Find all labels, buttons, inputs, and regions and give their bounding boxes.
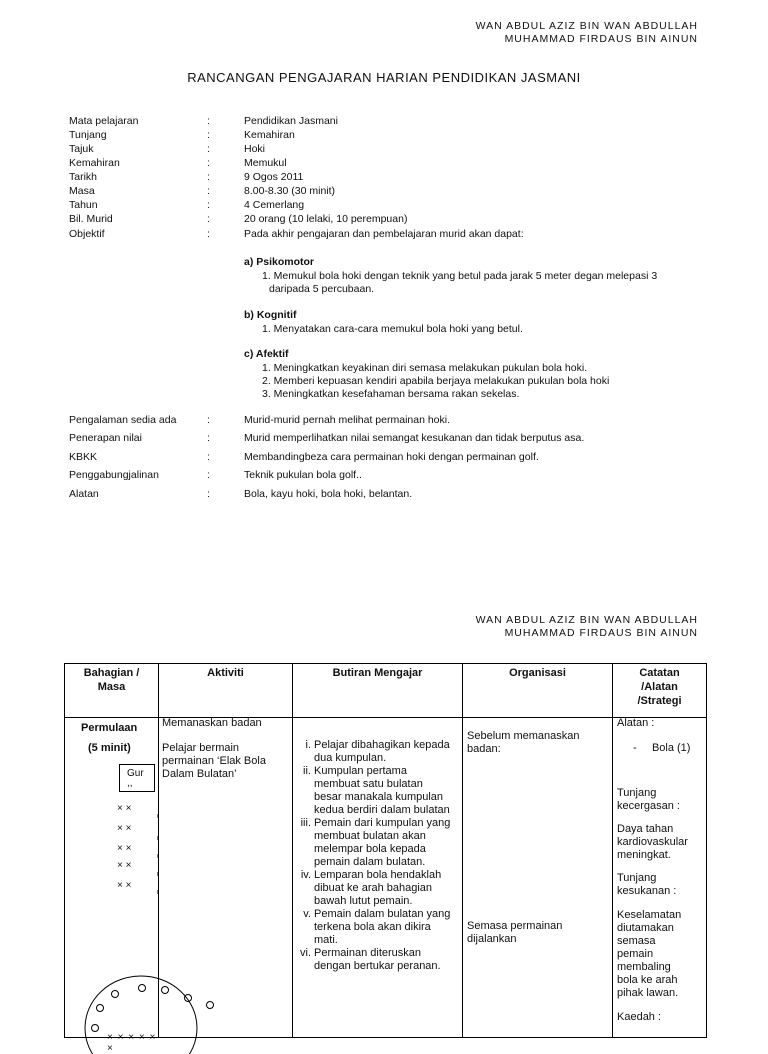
catatan-tunjang-kecergasan: Tunjang kecergasan :: [617, 787, 680, 812]
player-cross-row: × ×: [117, 843, 132, 854]
table-row: [65, 718, 707, 1038]
author-header-page2: [476, 614, 698, 640]
author-1: WAN ABDUL AZIZ BIN WAN ABDULLAH: [475, 20, 698, 32]
step-item: ii. Kumpulan pertama membuat satu bulatan besar manakala kumpulan kedua berdiri dalam bulatan: [303, 765, 450, 816]
catatan-tunjang-kesukanan: Tunjang kesukanan :: [617, 872, 677, 897]
section-name: Permulaan: [81, 722, 138, 734]
catatan-keselamatan: Keselamatan diutamakan semasa pemain membaling bola ke arah pihak lawan.: [617, 909, 682, 999]
author-2: MUHAMMAD FIRDAUS BIN AINUN: [504, 33, 698, 45]
catatan-alatan: Alatan :: [617, 717, 655, 729]
cell-catatan: [613, 718, 707, 1038]
header-catatan: Catatan /Alatan /Strategi: [613, 664, 707, 718]
player-cross-row: × ×: [117, 803, 132, 814]
objective-psikomotor-1-cont: daripada 5 percubaan.: [269, 283, 375, 295]
catatan-daya-tahan: Daya tahan kardiovaskular meningkat.: [617, 823, 688, 861]
formation-line-marks: [155, 814, 161, 894]
cell-butiran: [293, 718, 463, 1038]
header-organisasi: Organisasi: [463, 664, 613, 718]
document-title: RANCANGAN PENGAJARAN HARIAN PENDIDIKAN JASMANI: [187, 70, 581, 85]
header-aktiviti: Aktiviti: [159, 664, 293, 718]
objective-afektif-1: 1. Meningkatkan keyakinan diri semasa melakukan pukulan bola hoki.: [262, 362, 588, 374]
author-2: MUHAMMAD FIRDAUS BIN AINUN: [504, 627, 698, 639]
player-cross-row: × ×: [117, 860, 132, 871]
table-header-row: [65, 664, 707, 718]
lesson-plan-table: [64, 663, 707, 1054]
author-1: WAN ABDUL AZIZ BIN WAN ABDULLAH: [475, 614, 698, 626]
step-item: iv. Lemparan bola hendaklah dibuat ke arah bahagian bawah lutut pemain.: [300, 869, 442, 907]
objective-psikomotor-1: 1. Memukul bola hoki dengan teknik yang betul pada jarak 5 meter degan melepasi 3: [262, 270, 658, 282]
player-cross-row: × ×: [117, 880, 132, 891]
activity-game: Pelajar bermain permainan ‘Elak Bola Dalam Bulatan’: [162, 742, 266, 780]
header-bahagian: Bahagian / Masa: [65, 664, 159, 718]
objective-psikomotor-heading: a) Psikomotor: [244, 256, 315, 268]
guru-box: Gur ,,: [119, 764, 155, 792]
step-item: v. Pemain dalam bulatan yang terkena bola akan dikira mati.: [303, 908, 451, 946]
step-item: vi. Permainan diteruskan dengan bertukar peranan.: [300, 947, 441, 972]
objective-afektif-3: 3. Meningkatkan kesefahaman bersama rakan sekelas.: [262, 388, 520, 400]
activity-warmup: Memanaskan badan: [162, 717, 262, 729]
player-cross-row: × ×: [117, 823, 132, 834]
objective-afektif-2: 2. Memberi kepuasan kendiri apabila berjaya melakukan pukulan bola hoki: [262, 375, 610, 387]
objective-afektif-heading: c) Afektif: [244, 348, 289, 360]
objective-kognitif-1: 1. Menyatakan cara-cara memukul bola hoki yang betul.: [262, 323, 523, 335]
section-time: (5 minit): [88, 742, 131, 754]
catatan-kaedah: Kaedah :: [617, 1011, 662, 1023]
header-butiran: Butiran Mengajar: [293, 664, 463, 718]
cell-organisasi: [463, 718, 613, 1038]
objective-kognitif-heading: b) Kognitif: [244, 309, 297, 321]
cell-aktiviti: [159, 718, 293, 1038]
inner-players: × × × × × ×: [107, 1032, 157, 1054]
organisasi-before: Sebelum memanaskan badan:: [467, 730, 580, 755]
author-header-top: [476, 20, 698, 46]
catatan-bola: - Bola (1): [633, 742, 691, 754]
cell-bahagian: [65, 718, 159, 1054]
step-item: i. Pelajar dibahagikan kepada dua kumpulan.: [305, 739, 450, 764]
organisasi-during: Semasa permainan dijalankan: [467, 920, 563, 945]
step-item: iii. Pemain dari kumpulan yang membuat bulatan akan melempar bola kepada pemain dalam bulatan.: [300, 817, 451, 868]
teaching-steps: [297, 739, 457, 973]
